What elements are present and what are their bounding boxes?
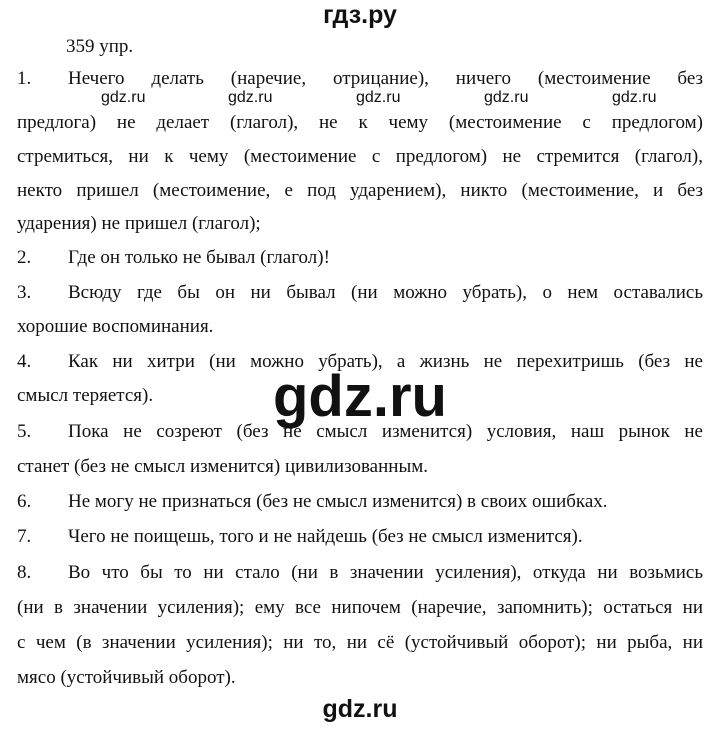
item-line: стремиться, ни к чему (местоимение с предлогом) не стремится (глагол), bbox=[17, 146, 703, 167]
item-line: смысл теряется). bbox=[17, 385, 154, 406]
item-line: некто пришел (местоимение, е под ударением), никто (местоимение, и без bbox=[17, 180, 703, 201]
header-watermark: гдз.ру bbox=[323, 1, 397, 29]
small-watermark: gdz.ru bbox=[356, 89, 401, 106]
item-line: мясо (устойчивый оборот). bbox=[17, 667, 236, 688]
item-number: 3. bbox=[17, 282, 32, 303]
item-line: Всюду где бы он ни бывал (ни можно убрать), о нем оставались bbox=[68, 282, 703, 303]
item-line: Во что бы то ни стало (ни в значении усиления), откуда ни возьмись bbox=[68, 562, 703, 583]
item-line: предлога) не делает (глагол), не к чему (местоимение с предлогом) bbox=[17, 112, 703, 133]
item-number: 5. bbox=[17, 421, 32, 442]
item-number: 8. bbox=[17, 562, 32, 583]
item-line: Где он только не бывал (глагол)! bbox=[68, 247, 330, 268]
item-number: 1. bbox=[17, 68, 32, 89]
center-watermark: gdz.ru bbox=[273, 364, 447, 429]
item-line: станет (без не смысл изменится) цивилизованным. bbox=[17, 456, 428, 477]
footer-watermark: gdz.ru bbox=[322, 695, 398, 723]
small-watermark: gdz.ru bbox=[228, 89, 273, 106]
item-line: (ни в значении усиления); ему все нипочем (наречие, запомнить); остаться ни bbox=[17, 597, 703, 618]
item-line: ударения) не пришел (глагол); bbox=[17, 213, 261, 234]
item-number: 7. bbox=[17, 526, 32, 547]
item-number: 2. bbox=[17, 247, 32, 268]
item-line: Не могу не признаться (без не смысл изменится) в своих ошибках. bbox=[68, 491, 608, 512]
item-line: Пока не созреют (без не смысл изменится) условия, наш рынок не bbox=[68, 421, 703, 442]
exercise-title: 359 упр. bbox=[66, 36, 134, 57]
item-line: с чем (в значении усиления); ни то, ни сё (устойчивый оборот); ни рыба, ни bbox=[17, 632, 703, 653]
item-line: Нечего делать (наречие, отрицание), ничего (местоимение без bbox=[68, 68, 703, 89]
small-watermark: gdz.ru bbox=[101, 89, 146, 106]
small-watermark: gdz.ru bbox=[484, 89, 529, 106]
small-watermark: gdz.ru bbox=[612, 89, 657, 106]
item-number: 6. bbox=[17, 491, 32, 512]
item-line: хорошие воспоминания. bbox=[17, 316, 214, 337]
item-number: 4. bbox=[17, 351, 32, 372]
item-line: Как ни хитри (ни можно убрать), а жизнь не перехитришь (без не bbox=[68, 351, 703, 372]
item-line: Чего не поищешь, того и не найдешь (без не смысл изменится). bbox=[68, 526, 583, 547]
